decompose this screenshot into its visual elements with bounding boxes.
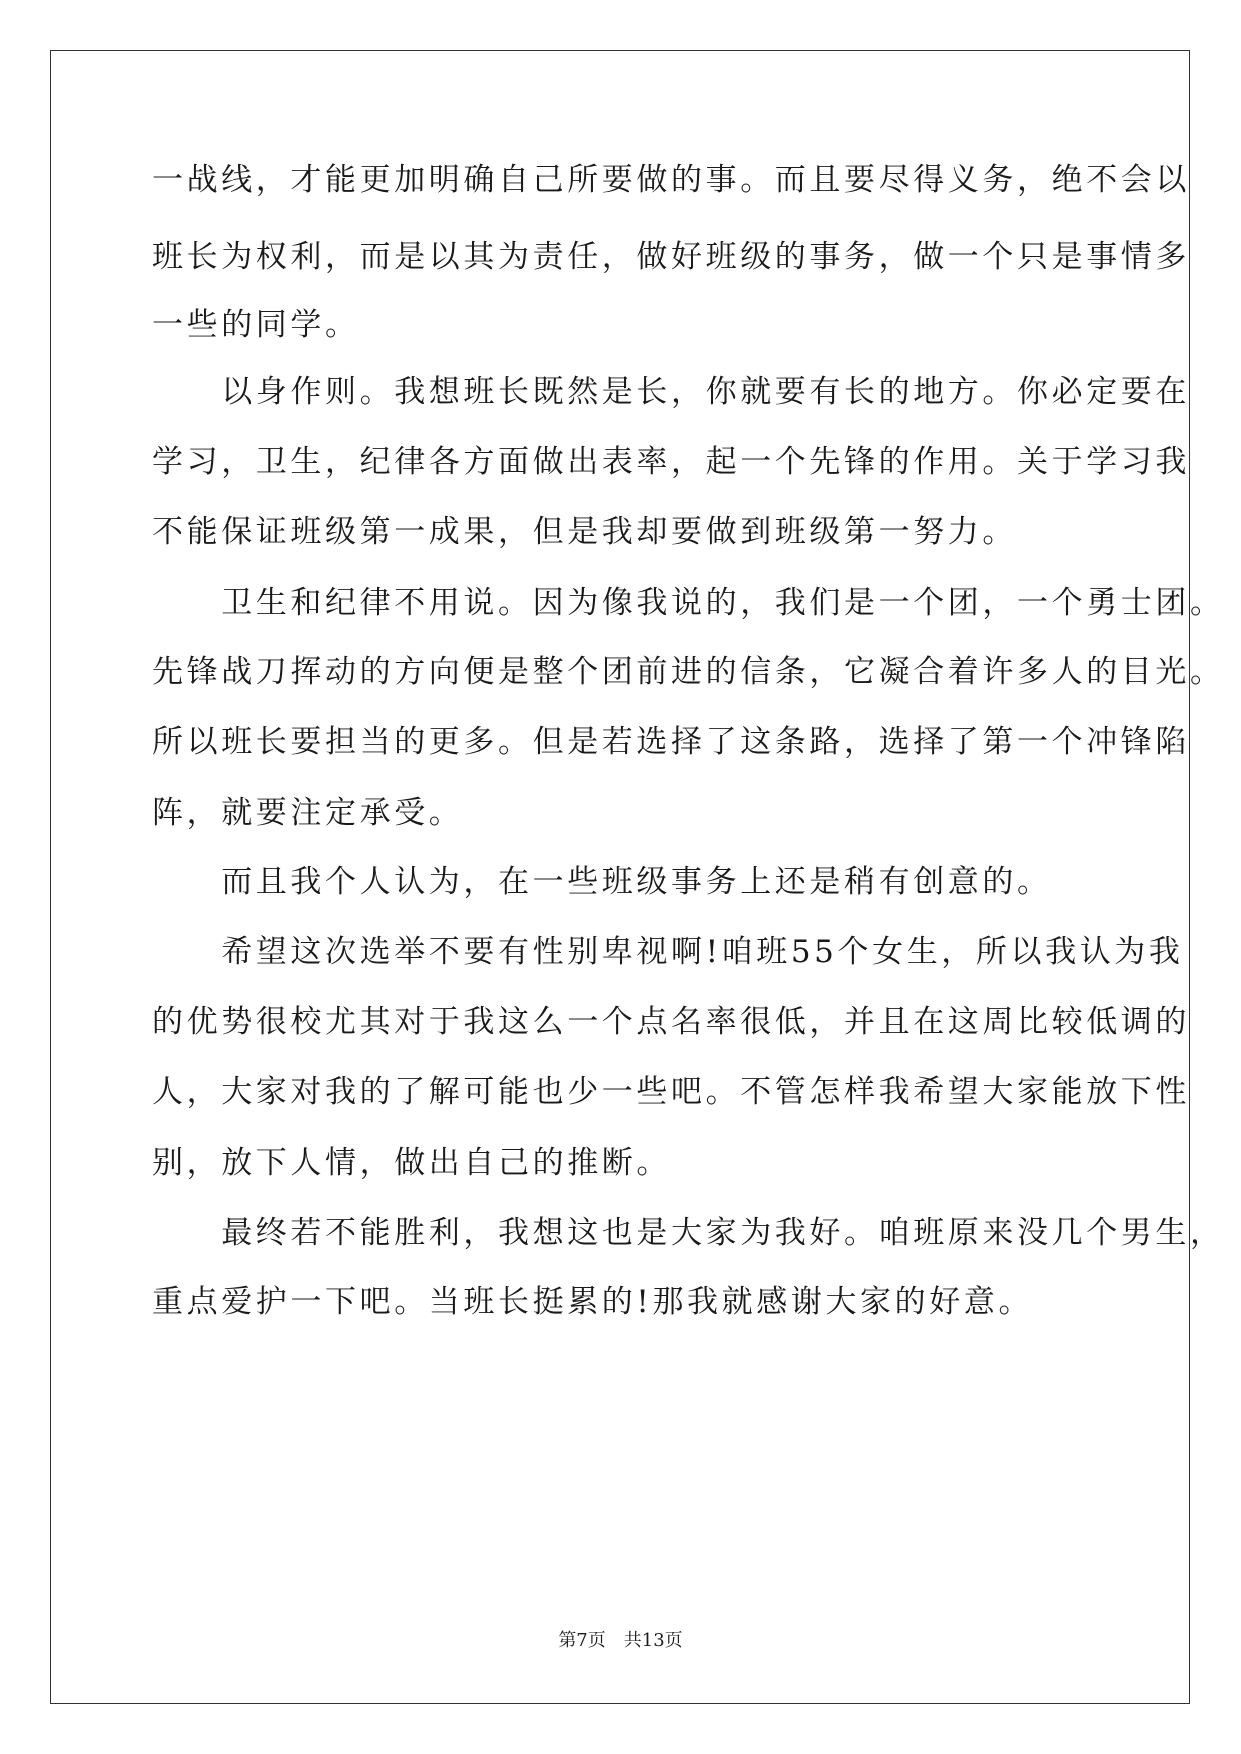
text-line: 的优势很校尤其对于我这么一个点名率很低，并且在这周比较低调的: [152, 1004, 1190, 1040]
text-line: 卫生和纪律不用说。因为像我说的，我们是一个团，一个勇士团。: [152, 585, 1225, 621]
text-line: 人，大家对我的了解可能也少一些吧。不管怎样我希望大家能放下性: [152, 1074, 1190, 1110]
text-line: 以身作则。我想班长既然是长，你就要有长的地方。你必定要在: [152, 374, 1190, 410]
text-line: 一战线，才能更加明确自己所要做的事。而且要尽得义务，绝不会以: [152, 162, 1190, 198]
text-line: 希望这次选举不要有性别卑视啊!咱班55个女生，所以我认为我: [152, 934, 1184, 970]
text-line: 不能保证班级第一成果，但是我却要做到班级第一努力。: [152, 514, 1017, 550]
text-line: 一些的同学。: [152, 307, 360, 343]
text-line: 阵，就要注定承受。: [152, 795, 464, 831]
page-number: 第7页 共13页: [558, 1630, 683, 1651]
text-line: 学习，卫生，纪律各方面做出表率，起一个先锋的作用。关于学习我: [152, 444, 1190, 480]
text-line: 班长为权利，而是以其为责任，做好班级的事务，做一个只是事情多: [152, 239, 1190, 275]
text-line: 别，放下人情，做出自己的推断。: [152, 1145, 671, 1181]
text-line: 重点爱护一下吧。当班长挺累的!那我就感谢大家的好意。: [152, 1284, 1034, 1320]
text-line: 先锋战刀挥动的方向便是整个团前进的信条，它凝合着许多人的目光。: [152, 654, 1225, 690]
text-line: 最终若不能胜利，我想这也是大家为我好。咱班原来没几个男生，: [152, 1215, 1225, 1251]
text-line: 而且我个人认为，在一些班级事务上还是稍有创意的。: [152, 864, 1052, 900]
text-line: 所以班长要担当的更多。但是若选择了这条路，选择了第一个冲锋陷: [152, 724, 1190, 760]
